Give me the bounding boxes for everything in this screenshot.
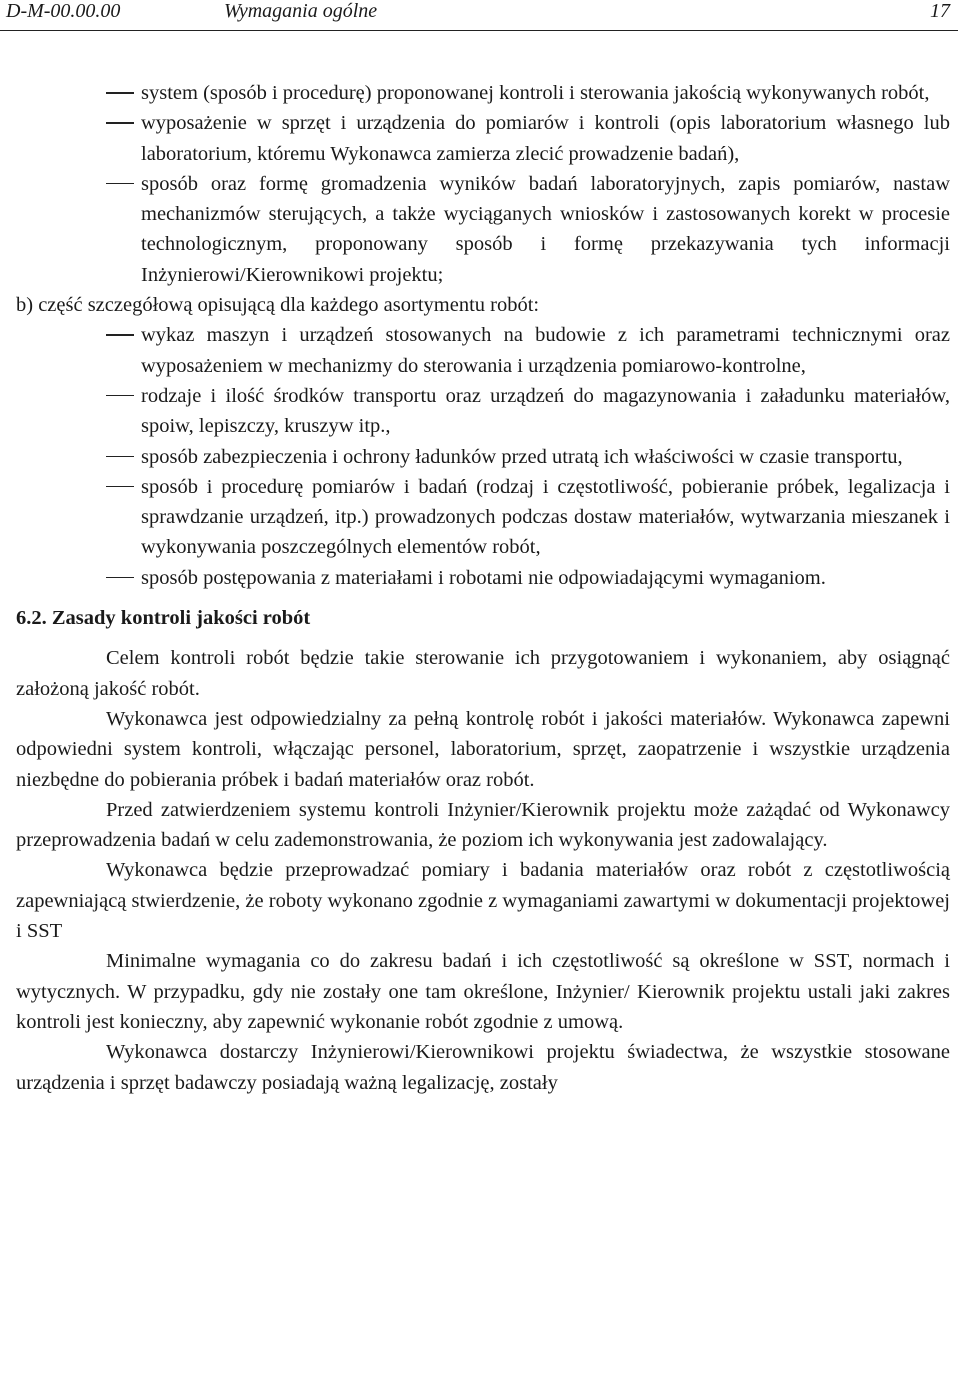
list-item-text: rodzaje i ilość środków transportu oraz urządzeń do magazynowania i załadunku materiałów, spoiw, lepiszczy, kruszyw itp., bbox=[141, 384, 950, 438]
list-item bbox=[16, 78, 950, 108]
document-title: Wymagania ogólne bbox=[224, 0, 378, 22]
paragraph: Minimalne wymagania co do zakresu badań i ich częstotliwość są określone w SST, normach i wytycznych. W przypadku, gdy nie zostały one tam określone, Inżynier/ Kierownik projektu ustali jaki zakres kontroli jest konieczny, aby zapewnić wykonanie robót zgodnie z umową. bbox=[16, 950, 950, 1033]
list-item-text: wyposażenie w sprzęt i urządzenia do pomiarów i kontroli (opis laboratorium własnego lub laboratorium, któremu Wykonawca zamierza zlecić prowadzenie badań), bbox=[141, 112, 950, 165]
paragraph: Wykonawca dostarczy Inżynierowi/Kierownikowi projektu świadectwa, że wszystkie stosowane urządzenia i sprzęt badawczy posiadają ważną legalizację, zostały bbox=[16, 1041, 950, 1094]
list-item-text: sposób oraz formę gromadzenia wyników badań laboratoryjnych, zapis pomiarów, nastaw mechanizmów sterujących, a także wyciąganych wniosków i zastosowanych korekt w procesie technologicznym, proponowany sposób i formę przekazywania tych informacji Inżynierowi/Kierownikowi projektu; bbox=[141, 172, 950, 286]
paragraph: Celem kontroli robót będzie takie sterowanie ich przygotowaniem i wykonaniem, aby osiągnąć założoną jakość robót. bbox=[16, 647, 950, 700]
dash-bullet bbox=[106, 456, 134, 458]
dash-bullet bbox=[106, 183, 134, 185]
list-item bbox=[16, 563, 950, 593]
list-item bbox=[16, 320, 950, 381]
page-header bbox=[0, 0, 958, 31]
dash-bullet bbox=[106, 577, 134, 579]
dash-bullet bbox=[106, 122, 134, 124]
dash-bullet bbox=[106, 334, 134, 336]
dash-bullet bbox=[106, 395, 134, 397]
list-item bbox=[16, 442, 950, 472]
list-item-text: sposób i procedurę pomiarów i badań (rodzaj i częstotliwość, pobieranie próbek, legalizacja i sprawdzanie urządzeń, itp.) prowadzonych podczas dostaw materiałów, wytwarzania mieszanek i wykonywania poszczególnych elementów robót, bbox=[141, 475, 950, 559]
document-code: D-M-00.00.00 bbox=[6, 0, 121, 22]
dash-bullet bbox=[106, 486, 134, 488]
paragraph: Przed zatwierdzeniem systemu kontroli Inżynier/Kierownik projektu może zażądać od Wykonawcy przeprowadzenia badań w celu zademonstrowania, że poziom ich wykonywania jest zadowalający. bbox=[16, 798, 950, 852]
page-number: 17 bbox=[930, 0, 950, 22]
dash-bullet bbox=[106, 92, 134, 94]
list-item-text: sposób zabezpieczenia i ochrony ładunków przed utratą ich właściwości w czasie transportu, bbox=[141, 445, 903, 468]
list-item-text: wykaz maszyn i urządzeń stosowanych na budowie z ich parametrami technicznymi oraz wyposażeniem w mechanizmy do sterowania i urządzenia pomiarowo-kontrolne, bbox=[141, 324, 950, 377]
paragraph: Wykonawca jest odpowiedzialny za pełną kontrolę robót i jakości materiałów. Wykonawca zapewni odpowiedni system kontroli, włączając personel, laboratorium, sprzęt, zaopatrzenie i wszystkie urządzenia niezbędne do pobierania próbek i badań materiałów oraz robót. bbox=[16, 707, 950, 791]
list-item-text: system (sposób i procedurę) proponowanej kontroli i sterowania jakością wykonywanych robót, bbox=[141, 82, 930, 104]
list-item-text: sposób postępowania z materiałami i robotami nie odpowiadającymi wymaganiom. bbox=[141, 566, 826, 589]
section-b-label: b) część szczegółową opisującą dla każdego asortymentu robót: bbox=[16, 294, 540, 317]
paragraph: Wykonawca będzie przeprowadzać pomiary i badania materiałów oraz robót z częstotliwością zapewniającą stwierdzenie, że roboty wykonano zgodnie z wymaganiami zawartymi w dokumentacji projektowej i SST bbox=[16, 859, 950, 943]
document-body bbox=[16, 78, 950, 1098]
section-heading: 6.2. Zasady kontroli jakości robót bbox=[16, 607, 311, 630]
list-item bbox=[16, 169, 950, 290]
list-item bbox=[16, 381, 950, 442]
list-item bbox=[16, 472, 950, 563]
list-item bbox=[16, 108, 950, 169]
